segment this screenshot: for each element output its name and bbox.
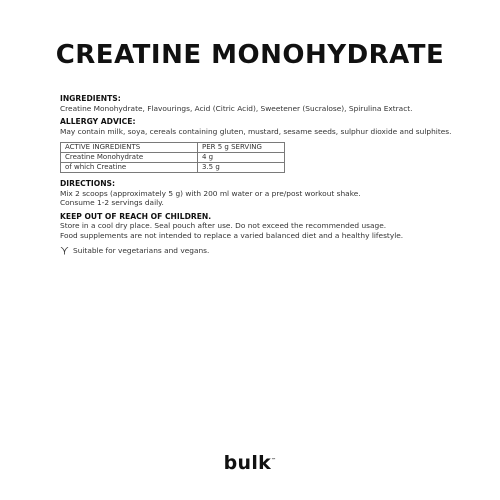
label-content <box>60 94 460 256</box>
vegan-text: Suitable for vegetarians and vegans. <box>73 246 210 255</box>
storage-line: Food supplements are not intended to replace a varied balanced diet and a healthy lifestyle. <box>60 230 404 240</box>
table-cell: 4 g <box>198 153 285 163</box>
table-row <box>61 163 285 173</box>
brand-logo-text: bulk <box>223 452 272 474</box>
brand-logo <box>0 452 500 474</box>
table-header-cell: PER 5 g SERVING <box>198 143 285 153</box>
vegan-statement <box>60 246 460 256</box>
table-cell: of which Creatine <box>61 163 198 173</box>
active-ingredients-table <box>60 142 285 173</box>
directions-heading: DIRECTIONS: <box>60 179 116 188</box>
ingredients-heading: INGREDIENTS: <box>60 94 121 103</box>
ingredients-text: Creatine Monohydrate, Flavourings, Acid (Citric Acid), Sweetener (Sucralose), Spirulina Extract. <box>60 103 413 113</box>
table-cell: Creatine Monohydrate <box>61 153 198 163</box>
allergy-heading: ALLERGY ADVICE: <box>60 117 136 126</box>
table-row <box>61 153 285 163</box>
allergy-text: May contain milk, soya, cereals containing gluten, mustard, sesame seeds, sulphur dioxide and sulphites. <box>60 126 452 136</box>
trademark-symbol: ™ <box>271 457 277 464</box>
storage-line: Store in a cool dry place. Seal pouch after use. Do not exceed the recommended usage. <box>60 221 387 230</box>
table-header-row <box>61 143 285 153</box>
table-header-cell: ACTIVE INGREDIENTS <box>61 143 198 153</box>
product-title: CREATINE MONOHYDRATE <box>55 40 445 70</box>
storage-heading: KEEP OUT OF REACH OF CHILDREN. <box>60 211 212 221</box>
directions-line: Consume 1-2 servings daily. <box>60 198 164 207</box>
vegan-leaf-icon <box>60 246 69 255</box>
directions-line: Mix 2 scoops (approximately 5 g) with 200 ml water or a pre/post workout shake. <box>60 188 361 198</box>
table-cell: 3.5 g <box>198 163 285 173</box>
